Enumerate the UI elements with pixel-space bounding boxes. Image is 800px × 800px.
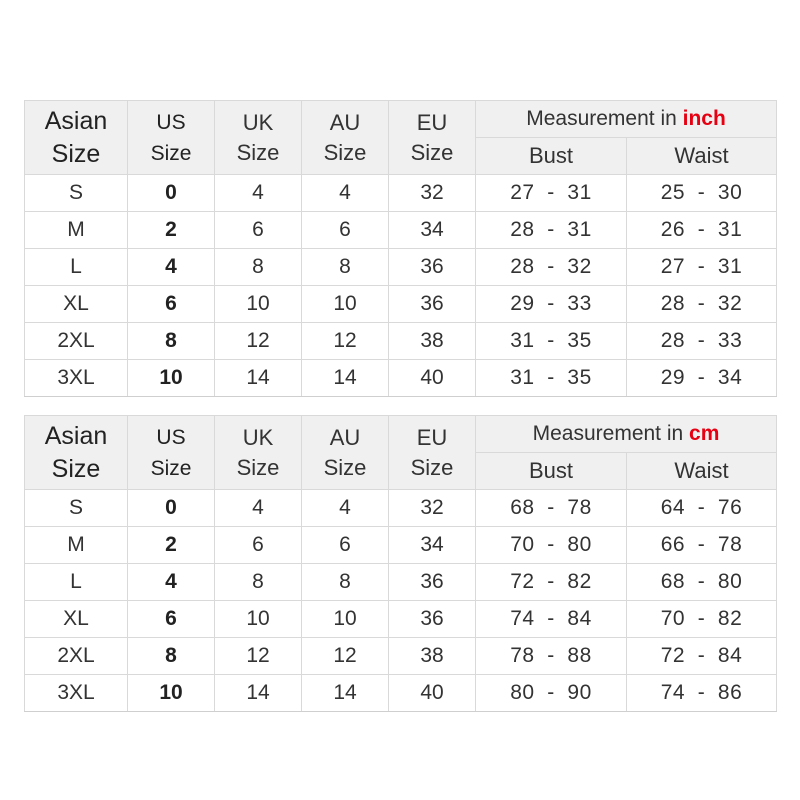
asian-size-cell: XL — [25, 286, 128, 323]
eu-size-cell: 36 — [389, 564, 476, 601]
asian-size-header-line2: Size — [51, 139, 101, 168]
bust-header: Bust — [476, 138, 627, 175]
uk-size-cell: 10 — [215, 286, 302, 323]
asian-size-cell: L — [25, 564, 128, 601]
uk-size-header-line1: UK — [242, 109, 274, 135]
table-row — [25, 360, 777, 397]
waist-cell: 29 - 34 — [627, 360, 777, 397]
uk-size-cell: 6 — [215, 212, 302, 249]
table-row — [25, 675, 777, 712]
table-row — [25, 490, 777, 527]
eu-size-header — [389, 101, 476, 175]
table-row — [25, 638, 777, 675]
eu-size-cell: 34 — [389, 527, 476, 564]
uk-size-cell: 4 — [215, 490, 302, 527]
uk-size-cell: 12 — [215, 323, 302, 360]
asian-size-header — [25, 416, 128, 490]
measurement-unit: cm — [689, 422, 720, 445]
measurement-header — [476, 101, 777, 138]
us-size-cell: 10 — [128, 360, 215, 397]
bust-cell: 28 - 31 — [476, 212, 627, 249]
waist-header: Waist — [627, 453, 777, 490]
asian-size-cell: 2XL — [25, 638, 128, 675]
us-size-cell: 2 — [128, 212, 215, 249]
au-size-header — [302, 101, 389, 175]
bust-cell: 27 - 31 — [476, 175, 627, 212]
au-size-header-line2: Size — [323, 139, 367, 165]
us-size-header — [128, 416, 215, 490]
asian-size-header-line2: Size — [51, 454, 101, 483]
waist-cell: 72 - 84 — [627, 638, 777, 675]
asian-size-cell: M — [25, 212, 128, 249]
au-size-cell: 14 — [302, 360, 389, 397]
eu-size-header-line2: Size — [410, 454, 454, 480]
table-row — [25, 564, 777, 601]
measurement-header — [476, 416, 777, 453]
au-size-cell: 4 — [302, 490, 389, 527]
au-size-cell: 14 — [302, 675, 389, 712]
uk-size-cell: 14 — [215, 360, 302, 397]
bust-cell: 31 - 35 — [476, 323, 627, 360]
uk-size-cell: 8 — [215, 564, 302, 601]
asian-size-cell: 2XL — [25, 323, 128, 360]
asian-size-cell: 3XL — [25, 675, 128, 712]
au-size-cell: 8 — [302, 564, 389, 601]
eu-size-cell: 32 — [389, 490, 476, 527]
au-size-cell: 12 — [302, 323, 389, 360]
asian-size-header — [25, 101, 128, 175]
waist-cell: 74 - 86 — [627, 675, 777, 712]
au-size-cell: 8 — [302, 249, 389, 286]
uk-size-cell: 8 — [215, 249, 302, 286]
eu-size-cell: 38 — [389, 323, 476, 360]
waist-cell: 64 - 76 — [627, 490, 777, 527]
au-size-cell: 10 — [302, 286, 389, 323]
asian-size-cell: 3XL — [25, 360, 128, 397]
measurement-prefix: Measurement in — [532, 422, 690, 445]
au-size-cell: 6 — [302, 527, 389, 564]
uk-size-cell: 4 — [215, 175, 302, 212]
eu-size-header-line2: Size — [410, 139, 454, 165]
waist-cell: 28 - 33 — [627, 323, 777, 360]
eu-size-header — [389, 416, 476, 490]
au-size-header — [302, 416, 389, 490]
asian-size-cell: S — [25, 490, 128, 527]
bust-cell: 31 - 35 — [476, 360, 627, 397]
us-size-cell: 6 — [128, 601, 215, 638]
asian-size-cell: M — [25, 527, 128, 564]
table-row — [25, 601, 777, 638]
us-size-header-line2: Size — [150, 456, 192, 480]
us-size-cell: 0 — [128, 490, 215, 527]
us-size-cell: 0 — [128, 175, 215, 212]
asian-size-cell: XL — [25, 601, 128, 638]
uk-size-header-line2: Size — [236, 454, 280, 480]
asian-size-header-line1: Asian — [44, 106, 108, 135]
eu-size-cell: 36 — [389, 249, 476, 286]
waist-cell: 26 - 31 — [627, 212, 777, 249]
measurement-unit: inch — [682, 107, 726, 130]
size-chart-inch — [24, 100, 777, 397]
eu-size-cell: 40 — [389, 360, 476, 397]
eu-size-cell: 36 — [389, 286, 476, 323]
au-size-cell: 4 — [302, 175, 389, 212]
uk-size-cell: 10 — [215, 601, 302, 638]
uk-size-header — [215, 416, 302, 490]
waist-header: Waist — [627, 138, 777, 175]
table-row — [25, 212, 777, 249]
bust-cell: 28 - 32 — [476, 249, 627, 286]
measurement-prefix: Measurement in — [526, 107, 683, 130]
eu-size-cell: 38 — [389, 638, 476, 675]
table-row — [25, 249, 777, 286]
table-row — [25, 323, 777, 360]
us-size-header-line1: US — [156, 425, 186, 449]
bust-cell: 74 - 84 — [476, 601, 627, 638]
uk-size-cell: 14 — [215, 675, 302, 712]
waist-cell: 28 - 32 — [627, 286, 777, 323]
au-size-header-line2: Size — [323, 454, 367, 480]
waist-cell: 70 - 82 — [627, 601, 777, 638]
au-size-header-line1: AU — [329, 424, 361, 450]
us-size-cell: 4 — [128, 564, 215, 601]
uk-size-header — [215, 101, 302, 175]
au-size-cell: 10 — [302, 601, 389, 638]
waist-cell: 25 - 30 — [627, 175, 777, 212]
us-size-header-line2: Size — [150, 141, 192, 165]
eu-size-cell: 32 — [389, 175, 476, 212]
bust-header: Bust — [476, 453, 627, 490]
table-row — [25, 175, 777, 212]
us-size-header-line1: US — [156, 110, 186, 134]
bust-cell: 68 - 78 — [476, 490, 627, 527]
table-row — [25, 286, 777, 323]
us-size-header — [128, 101, 215, 175]
bust-cell: 70 - 80 — [476, 527, 627, 564]
eu-size-header-line1: EU — [416, 424, 448, 450]
asian-size-header-line1: Asian — [44, 421, 108, 450]
uk-size-header-line1: UK — [242, 424, 274, 450]
bust-cell: 29 - 33 — [476, 286, 627, 323]
eu-size-cell: 40 — [389, 675, 476, 712]
us-size-cell: 10 — [128, 675, 215, 712]
uk-size-cell: 6 — [215, 527, 302, 564]
eu-size-cell: 36 — [389, 601, 476, 638]
eu-size-cell: 34 — [389, 212, 476, 249]
bust-cell: 72 - 82 — [476, 564, 627, 601]
uk-size-cell: 12 — [215, 638, 302, 675]
us-size-cell: 6 — [128, 286, 215, 323]
uk-size-header-line2: Size — [236, 139, 280, 165]
us-size-cell: 8 — [128, 323, 215, 360]
bust-cell: 78 - 88 — [476, 638, 627, 675]
au-size-cell: 12 — [302, 638, 389, 675]
waist-cell: 66 - 78 — [627, 527, 777, 564]
eu-size-header-line1: EU — [416, 109, 448, 135]
asian-size-cell: S — [25, 175, 128, 212]
waist-cell: 68 - 80 — [627, 564, 777, 601]
us-size-cell: 4 — [128, 249, 215, 286]
waist-cell: 27 - 31 — [627, 249, 777, 286]
au-size-header-line1: AU — [329, 109, 361, 135]
au-size-cell: 6 — [302, 212, 389, 249]
bust-cell: 80 - 90 — [476, 675, 627, 712]
asian-size-cell: L — [25, 249, 128, 286]
size-chart-cm — [24, 415, 777, 712]
us-size-cell: 8 — [128, 638, 215, 675]
table-row — [25, 527, 777, 564]
us-size-cell: 2 — [128, 527, 215, 564]
